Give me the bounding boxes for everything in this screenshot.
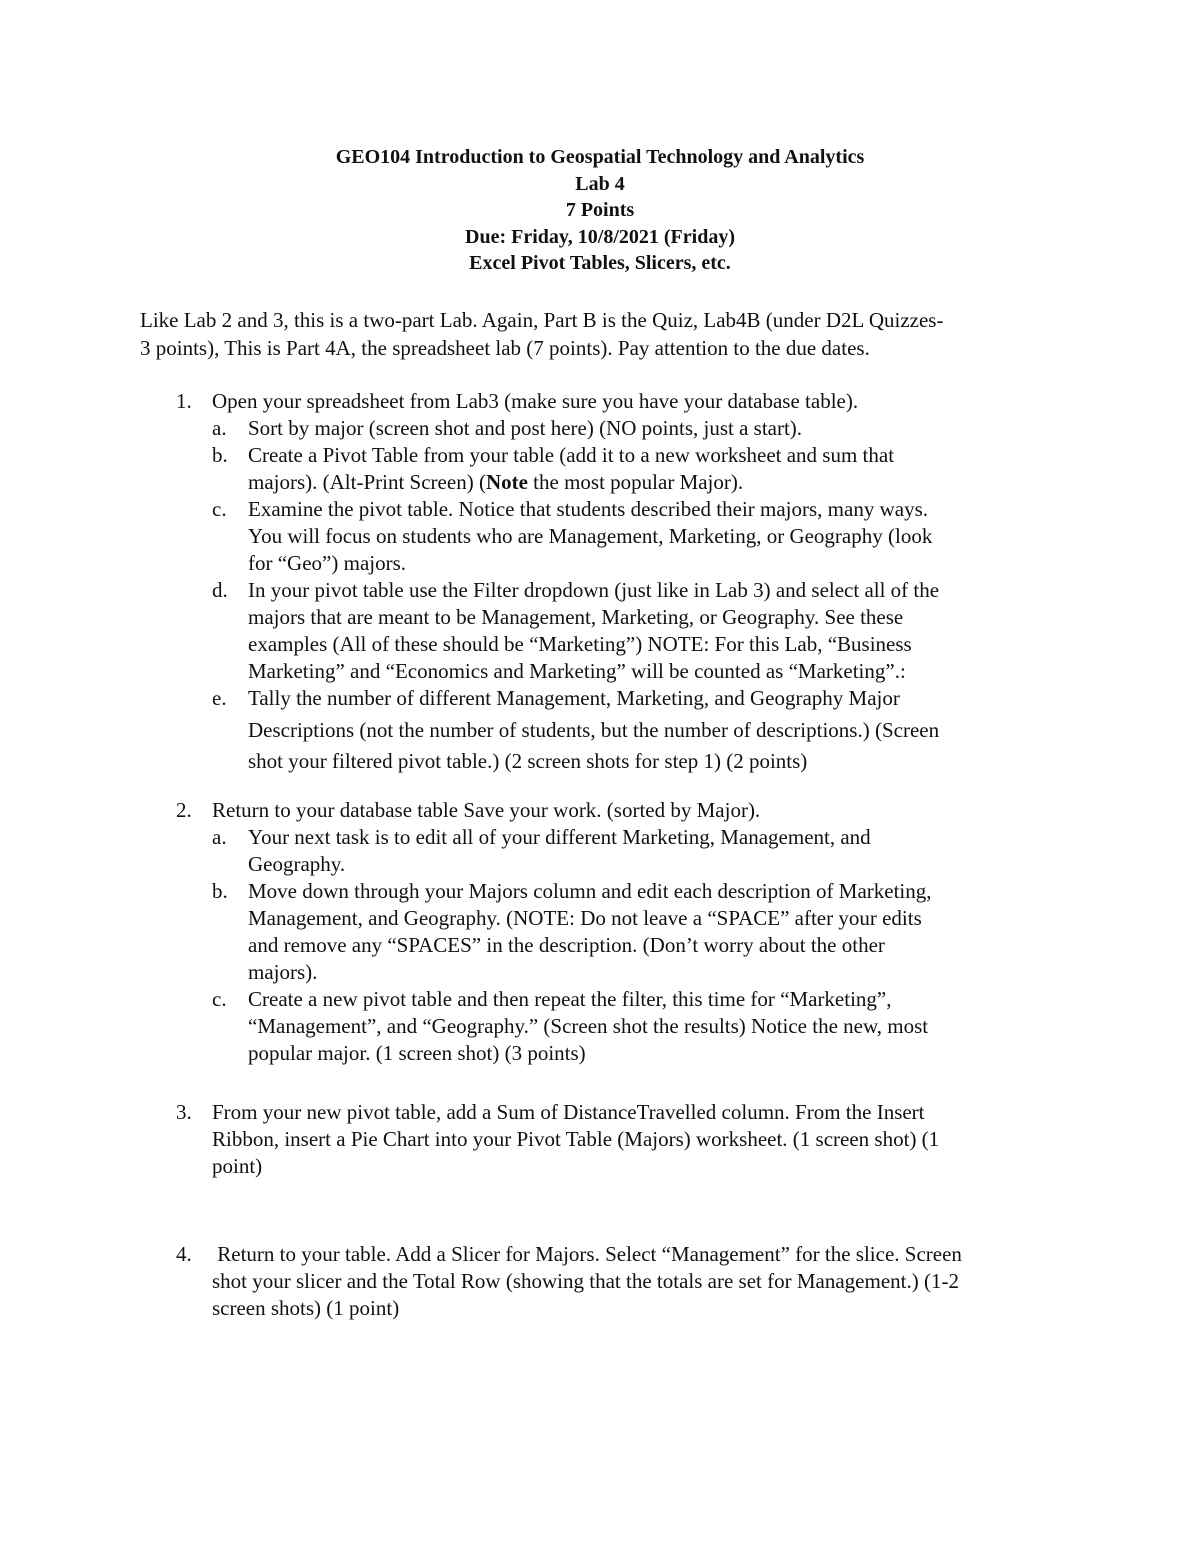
sub-item-line: shot your filtered pivot table.) (2 screen shots for step 1) (2 points) — [248, 749, 808, 773]
sub-item-text — [248, 577, 1106, 685]
step-number: 1. — [176, 389, 192, 413]
intro-line: Like Lab 2 and 3, this is a two-part Lab. Again, Part B is the Quiz, Lab4B (under D2L Quizzes- — [140, 308, 944, 332]
sub-item-line: examples (All of these should be “Marketing”) NOTE: For this Lab, “Business — [248, 632, 912, 656]
step-text-line: From your new pivot table, add a Sum of DistanceTravelled column. From the Insert — [212, 1100, 925, 1124]
sub-item-line: Management, and Geography. (NOTE: Do not leave a “SPACE” after your edits — [248, 906, 922, 930]
step-text-line: point) — [212, 1154, 263, 1178]
step-text-line: Ribbon, insert a Pie Chart into your Pivot Table (Majors) worksheet. (1 screen shot) (1 — [212, 1127, 940, 1151]
sub-item-letter: d. — [212, 578, 228, 602]
sub-item-letter: c. — [212, 987, 227, 1011]
sub-item-line: majors that are meant to be Management, Marketing, or Geography. See these — [248, 605, 904, 629]
sub-item-line: Tally the number of different Management, Marketing, and Geography Major — [248, 686, 900, 710]
title-block — [0, 144, 1200, 277]
sub-item-line-part: majors). (Alt-Print Screen) ( — [248, 470, 486, 494]
step-text-block — [212, 1241, 1072, 1322]
sub-item-text — [248, 496, 1106, 577]
sub-item-text — [248, 986, 1106, 1067]
sub-item-a — [176, 824, 1106, 878]
step-text-block — [212, 388, 1072, 415]
sub-item-line: popular major. (1 screen shot) (3 points) — [248, 1041, 586, 1065]
sub-item-line: Your next task is to edit all of your different Marketing, Management, and — [248, 825, 871, 849]
sub-item-line: Move down through your Majors column and edit each description of Marketing, — [248, 879, 932, 903]
sub-item-line: Create a new pivot table and then repeat the filter, this time for “Marketing”, — [248, 987, 892, 1011]
sub-item-letter: b. — [212, 443, 228, 467]
sub-item-line: Sort by major (screen shot and post here) (NO points, just a start). — [248, 416, 803, 440]
sub-item-letter: a. — [212, 825, 227, 849]
sub-item-line-part: the most popular Major). — [527, 470, 744, 494]
sub-item-letter: b. — [212, 879, 228, 903]
sub-item-line: Geography. — [248, 852, 346, 876]
step-text: Open your spreadsheet from Lab3 (make sure you have your database table). — [212, 389, 859, 413]
step-2-subitems — [176, 824, 1106, 1067]
sub-item-d — [176, 577, 1106, 685]
step-number: 4. — [176, 1242, 192, 1266]
sub-item-text — [248, 824, 1106, 878]
sub-item-c — [176, 986, 1106, 1067]
sub-item-letter: c. — [212, 497, 227, 521]
sub-item-letter: e. — [212, 686, 227, 710]
intro-line: 3 points), This is Part 4A, the spreadsheet lab (7 points). Pay attention to the due dates. — [140, 335, 870, 360]
intro-paragraph — [140, 307, 1060, 362]
sub-item-line: Create a Pivot Table from your table (add it to a new worksheet and sum that — [248, 443, 895, 467]
step-text-block — [212, 797, 1072, 824]
step-number: 3. — [176, 1100, 192, 1124]
sub-item-b — [176, 878, 1106, 986]
sub-item-text — [248, 442, 1106, 496]
step-text-line: screen shots) (1 point) — [212, 1296, 400, 1320]
lab-number: Lab 4 — [575, 172, 625, 195]
sub-item-line: In your pivot table use the Filter dropdown (just like in Lab 3) and select all of the — [248, 578, 940, 602]
sub-item-letter: a. — [212, 416, 227, 440]
sub-item-line: You will focus on students who are Management, Marketing, or Geography (look — [248, 524, 933, 548]
course-title: GEO104 Introduction to Geospatial Technology and Analytics — [335, 146, 865, 168]
sub-item-line: and remove any “SPACES” in the description. (Don’t worry about the other — [248, 933, 885, 957]
step-number: 2. — [176, 798, 192, 822]
sub-item-line: Descriptions (not the number of students, but the number of descriptions.) (Screen — [248, 718, 940, 742]
sub-item-e — [176, 685, 1106, 777]
step-text: Return to your database table Save your work. (sorted by Major). — [212, 798, 761, 822]
sub-item-line: Marketing” and “Economics and Marketing” will be counted as “Marketing”.: — [248, 659, 906, 683]
sub-item-line: for “Geo”) majors. — [248, 551, 407, 575]
note-bold-text: Note — [485, 470, 528, 494]
sub-item-text — [248, 685, 1106, 777]
sub-item-text — [248, 878, 1106, 986]
sub-item-line: majors). — [248, 960, 318, 984]
sub-item-b — [176, 442, 1106, 496]
step-text-block — [212, 1099, 1072, 1180]
step-text-line: Return to your table. Add a Slicer for Majors. Select “Management” for the slice. Screen — [212, 1242, 962, 1266]
lab-topic: Excel Pivot Tables, Slicers, etc. — [469, 252, 731, 274]
sub-item-text — [248, 415, 1106, 442]
lab-points: 7 Points — [565, 199, 635, 221]
due-date: Due: Friday, 10/8/2021 (Friday) — [465, 225, 735, 248]
sub-item-line: “Management”, and “Geography.” (Screen shot the results) Notice the new, most — [248, 1014, 929, 1038]
step-1-subitems — [176, 415, 1106, 777]
step-text-line: shot your slicer and the Total Row (showing that the totals are set for Management.) (1-2 — [212, 1269, 959, 1293]
sub-item-line: Examine the pivot table. Notice that students described their majors, many ways. — [248, 497, 928, 521]
sub-item-line — [248, 469, 1106, 496]
sub-item-a — [176, 415, 1106, 442]
sub-item-c — [176, 496, 1106, 577]
